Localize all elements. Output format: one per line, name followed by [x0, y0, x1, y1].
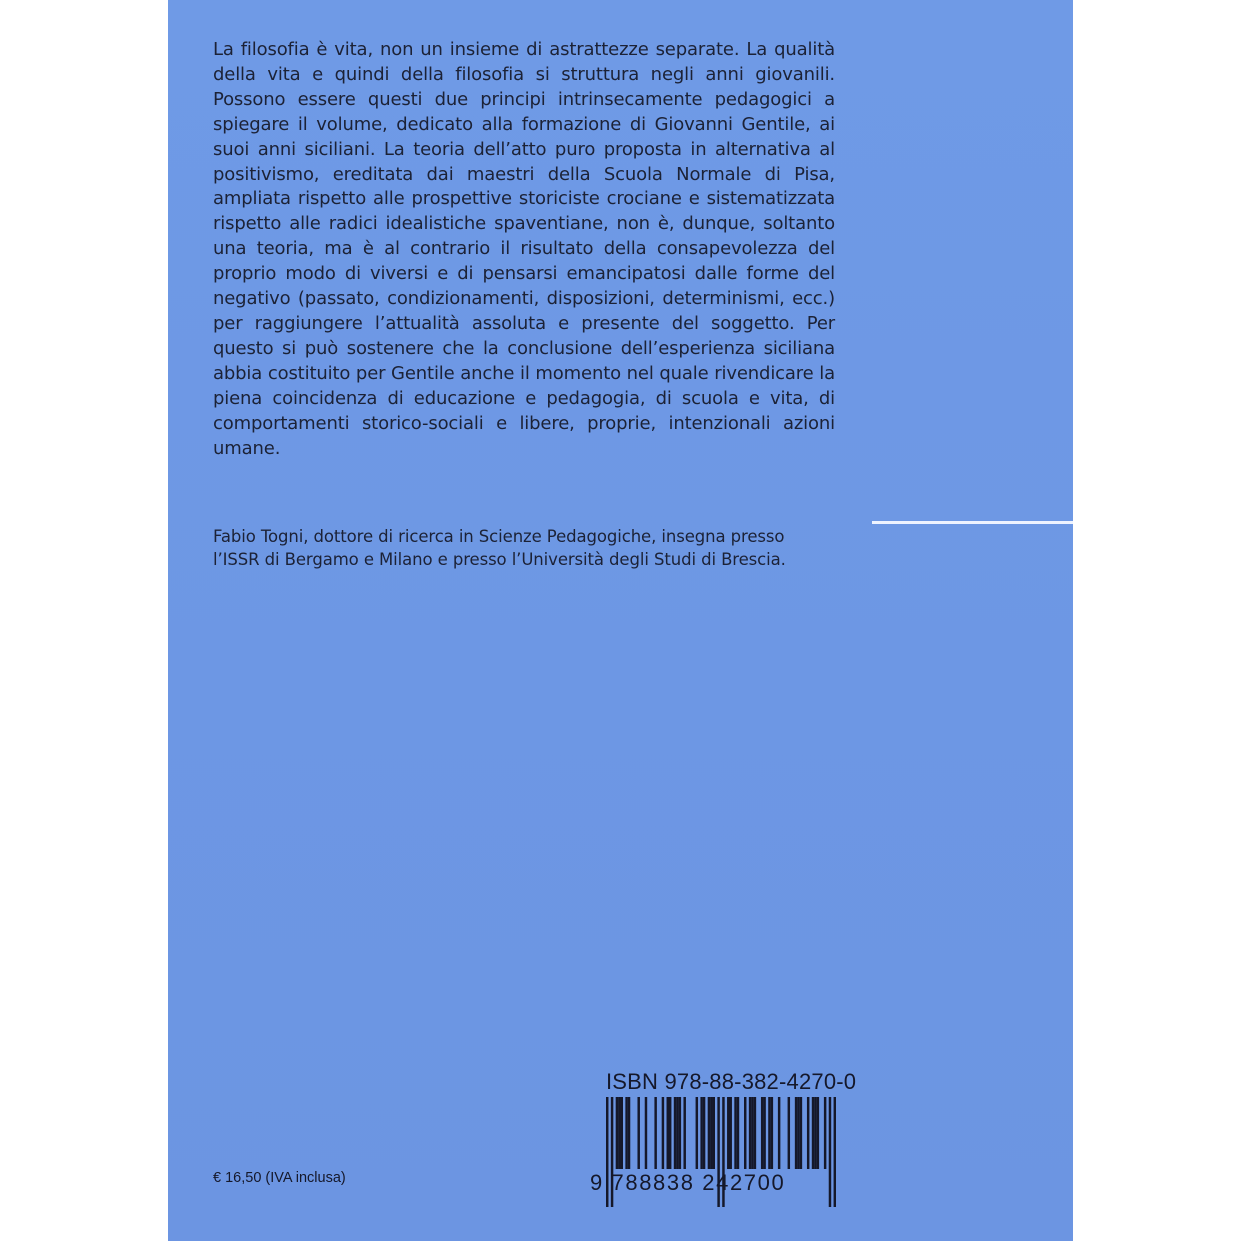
barcode-bar — [751, 1097, 753, 1169]
barcode-bar — [734, 1097, 736, 1169]
decorative-rule — [872, 521, 1073, 524]
barcode-bar — [669, 1097, 671, 1169]
barcode-bar — [676, 1097, 678, 1169]
barcode-bar — [771, 1097, 773, 1169]
barcode-bar — [727, 1097, 729, 1169]
author-bio-line-2: l’ISSR di Bergamo e Milano e presso l’Università degli Studi di Brescia. — [213, 550, 786, 569]
barcode-bar — [749, 1097, 751, 1169]
barcode-bar — [800, 1097, 802, 1169]
barcode-bar — [817, 1097, 819, 1169]
barcode-bar — [795, 1097, 797, 1169]
barcode-bar — [763, 1097, 765, 1169]
barcode-bar — [744, 1097, 746, 1169]
barcode-bar — [674, 1097, 676, 1169]
barcode-bar — [778, 1097, 780, 1169]
barcode-bar — [703, 1097, 705, 1169]
author-bio-line-1: Fabio Togni, dottore di ricerca in Scienze Pedagogiche, insegna presso — [213, 527, 785, 546]
barcode-digits: 9 788838 242700 — [590, 1170, 786, 1195]
barcode-bar — [807, 1097, 809, 1169]
barcode-bar — [654, 1097, 656, 1169]
barcode-bar — [814, 1097, 816, 1169]
barcode-bar — [625, 1097, 627, 1169]
barcode-bar — [683, 1097, 685, 1169]
barcode-bar — [737, 1097, 739, 1169]
blurb-text: La filosofia è vita, non un insieme di astrattezze separate. La qualità della vita e quindi della filosofia si struttura negli anni giovanili. Possono essere questi due principi intrinsecamente pedagogici a spiegare il volume, dedicato alla formazione di Giovanni Gentile, ai suoi anni siciliani. La teoria dell’atto puro proposta in alternativa al positivismo, ereditata dai maestri della Scuola Normale di Pisa, ampliata rispetto alle prospettive storiciste crociane e sistematizzata rispetto alle radici idealistiche spaventiane, non è, dunque, soltanto una teoria, ma è al contrario il risultato della consapevolezza del proprio modo di viversi e di pensarsi emancipatosi dalle forme del negativo (passato, condizionamenti, disposizioni, determinismi, ecc.) per raggiungere l’attualità assoluta e presente del soggetto. Per questo si può sostenere che la conclusione dell’esperienza siciliana abbia costituito per Gentile anche il momento nel quale rivendicare la piena coincidenza di educazione e pedagogia, di scuola e vita, di comportamenti storico-sociali e libere, proprie, intenzionali azioni umane. — [213, 39, 835, 459]
barcode-bar — [708, 1097, 710, 1169]
barcode-bar — [616, 1097, 618, 1169]
barcode-bar — [700, 1097, 702, 1169]
barcode-bar — [662, 1097, 664, 1169]
barcode-bar — [645, 1097, 647, 1169]
barcode-bar — [667, 1097, 669, 1169]
isbn-label: ISBN 978-88-382-4270-0 — [606, 1069, 857, 1094]
barcode-bar — [797, 1097, 799, 1169]
barcode-bar — [679, 1097, 681, 1169]
barcode-bar — [713, 1097, 715, 1169]
barcode-bar — [768, 1097, 770, 1169]
author-bio — [213, 525, 853, 571]
barcode-guard-bar — [829, 1097, 831, 1207]
barcode-bar — [788, 1097, 790, 1169]
barcode-bar — [761, 1097, 763, 1169]
barcode-bar — [710, 1097, 712, 1169]
price-label: € 16,50 (IVA inclusa) — [213, 1170, 346, 1186]
barcode-bar — [621, 1097, 623, 1169]
barcode-bar — [618, 1097, 620, 1169]
barcode-bar — [696, 1097, 698, 1169]
barcode-bar — [637, 1097, 639, 1169]
barcode-guard-bar — [834, 1097, 836, 1207]
barcode-bar — [812, 1097, 814, 1169]
barcode-bar — [628, 1097, 630, 1169]
barcode-bar — [824, 1097, 826, 1169]
barcode-bar — [754, 1097, 756, 1169]
barcode-bar — [729, 1097, 731, 1169]
